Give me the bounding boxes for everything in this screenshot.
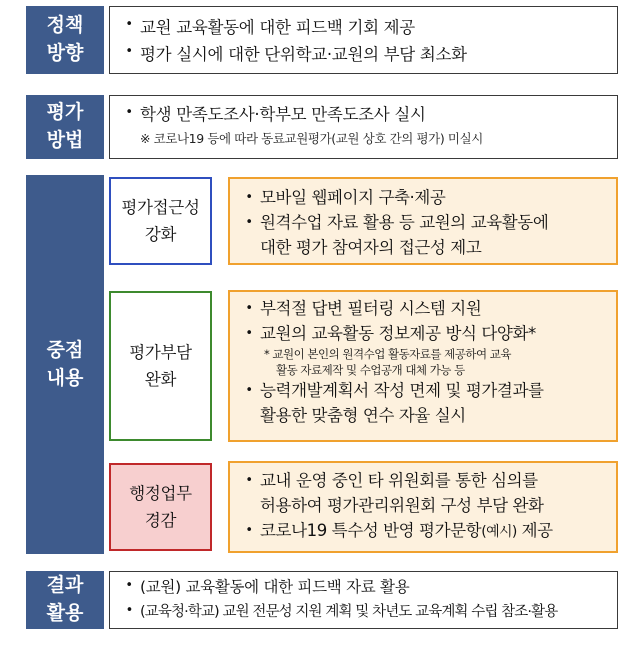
result-item-2: (교육청·학교) 교원 전문성 지원 계획 및 차년도 교육계획 수립 참조·활용: [140, 604, 558, 620]
policy-direction-label: [26, 6, 104, 74]
bullet-icon: •: [125, 17, 133, 32]
evaluation-method-box: [109, 95, 618, 159]
bullet-icon: •: [245, 383, 253, 398]
list-item: [238, 185, 608, 210]
bullet-icon: •: [125, 105, 133, 120]
bullet-icon: •: [125, 578, 133, 593]
burden-detail-box: [228, 290, 618, 442]
admin-detail-box: [228, 461, 618, 553]
burden-item-2: 교원의 교육활동 정보제공 방식 다양화*: [260, 324, 536, 343]
admin-item-1-line1: 교내 운영 중인 타 위원회를 통한 심의를: [260, 471, 538, 490]
list-item: [238, 468, 608, 493]
list-item: [118, 575, 609, 600]
list-item: [238, 378, 608, 403]
evaluation-method-label: [26, 95, 104, 159]
result-label-line2: 활용: [46, 602, 84, 624]
list-item: [238, 321, 608, 346]
result-item-1: (교원) 교육활동에 대한 피드백 자료 활용: [140, 578, 410, 596]
bullet-icon: •: [245, 523, 253, 538]
admin-title-line1: 행정업무: [129, 483, 192, 503]
result-label-line1: 결과: [46, 574, 84, 597]
focus-label-line1: 중점: [46, 338, 84, 361]
admin-category-box: [109, 463, 212, 551]
policy-item-1: 교원 교육활동에 대한 피드백 기회 제공: [140, 18, 415, 37]
admin-item-2: [260, 518, 553, 545]
access-title-line2: 강화: [144, 225, 177, 244]
admin-item-2-end: 제공: [516, 521, 553, 540]
bullet-icon: •: [245, 326, 253, 341]
list-item: [118, 600, 609, 625]
admin-item-2-example: (예시): [481, 524, 517, 540]
burden-category-box: [109, 291, 212, 441]
focus-content-label: [26, 175, 104, 554]
bullet-icon: •: [125, 44, 133, 59]
list-item: [238, 210, 608, 235]
policy-direction-box: [109, 6, 618, 74]
list-item: [118, 14, 609, 41]
method-note: ※ 코로나19 등에 따라 동료교원평가(교원 상호 간의 평가) 미실시: [140, 131, 483, 146]
method-label-line1: 평가: [46, 101, 84, 124]
list-item: [118, 102, 609, 128]
result-usage-box: [109, 571, 618, 629]
admin-item-2-main: 코로나19 특수성 반영 평가문항: [260, 521, 482, 540]
focus-label-line2: 내용: [46, 366, 84, 389]
method-item: 학생 만족도조사·학부모 만족도조사 실시: [140, 105, 426, 124]
burden-note-line2: 활동 자료제작 및 수업공개 대체 가능 등: [276, 363, 465, 377]
burden-title-line1: 평가부담: [129, 342, 192, 362]
access-item-1: 모바일 웹페이지 구축·제공: [260, 188, 446, 207]
bullet-icon: •: [245, 190, 253, 205]
burden-item-3-line2: 활용한 맞춤형 연수 자율 실시: [260, 406, 466, 425]
list-item: [118, 41, 609, 68]
bullet-icon: •: [245, 473, 253, 488]
bullet-icon: •: [245, 215, 253, 230]
burden-note-line1: * 교원이 본인의 원격수업 활동자료를 제공하여 교육: [264, 347, 511, 361]
result-usage-label: [26, 571, 104, 629]
policy-item-2: 평가 실시에 대한 단위학교·교원의 부담 최소화: [140, 45, 467, 64]
method-label-line2: 방법: [46, 129, 84, 151]
access-category-box: [109, 177, 212, 265]
access-item-2-line2: 대한 평가 참여자의 접근성 제고: [260, 238, 482, 257]
bullet-icon: •: [245, 301, 253, 316]
burden-title-line2: 완화: [144, 370, 177, 389]
list-item: [238, 518, 608, 545]
access-detail-box: [228, 177, 618, 265]
policy-label-line2: 방향: [46, 42, 84, 64]
list-item: [238, 296, 608, 321]
admin-title-line2: 경감: [144, 511, 177, 530]
policy-label-line1: 정책: [46, 14, 84, 37]
bullet-icon: •: [125, 603, 133, 618]
burden-item-3-line1: 능력개발계획서 작성 면제 및 평가결과를: [260, 381, 544, 400]
admin-item-1-line2: 허용하여 평가관리위원회 구성 부담 완화: [260, 496, 544, 515]
access-item-2-line1: 원격수업 자료 활용 등 교원의 교육활동에: [260, 213, 549, 232]
access-title-line1: 평가접근성: [121, 197, 200, 217]
burden-item-1: 부적절 답변 필터링 시스템 지원: [260, 299, 482, 318]
